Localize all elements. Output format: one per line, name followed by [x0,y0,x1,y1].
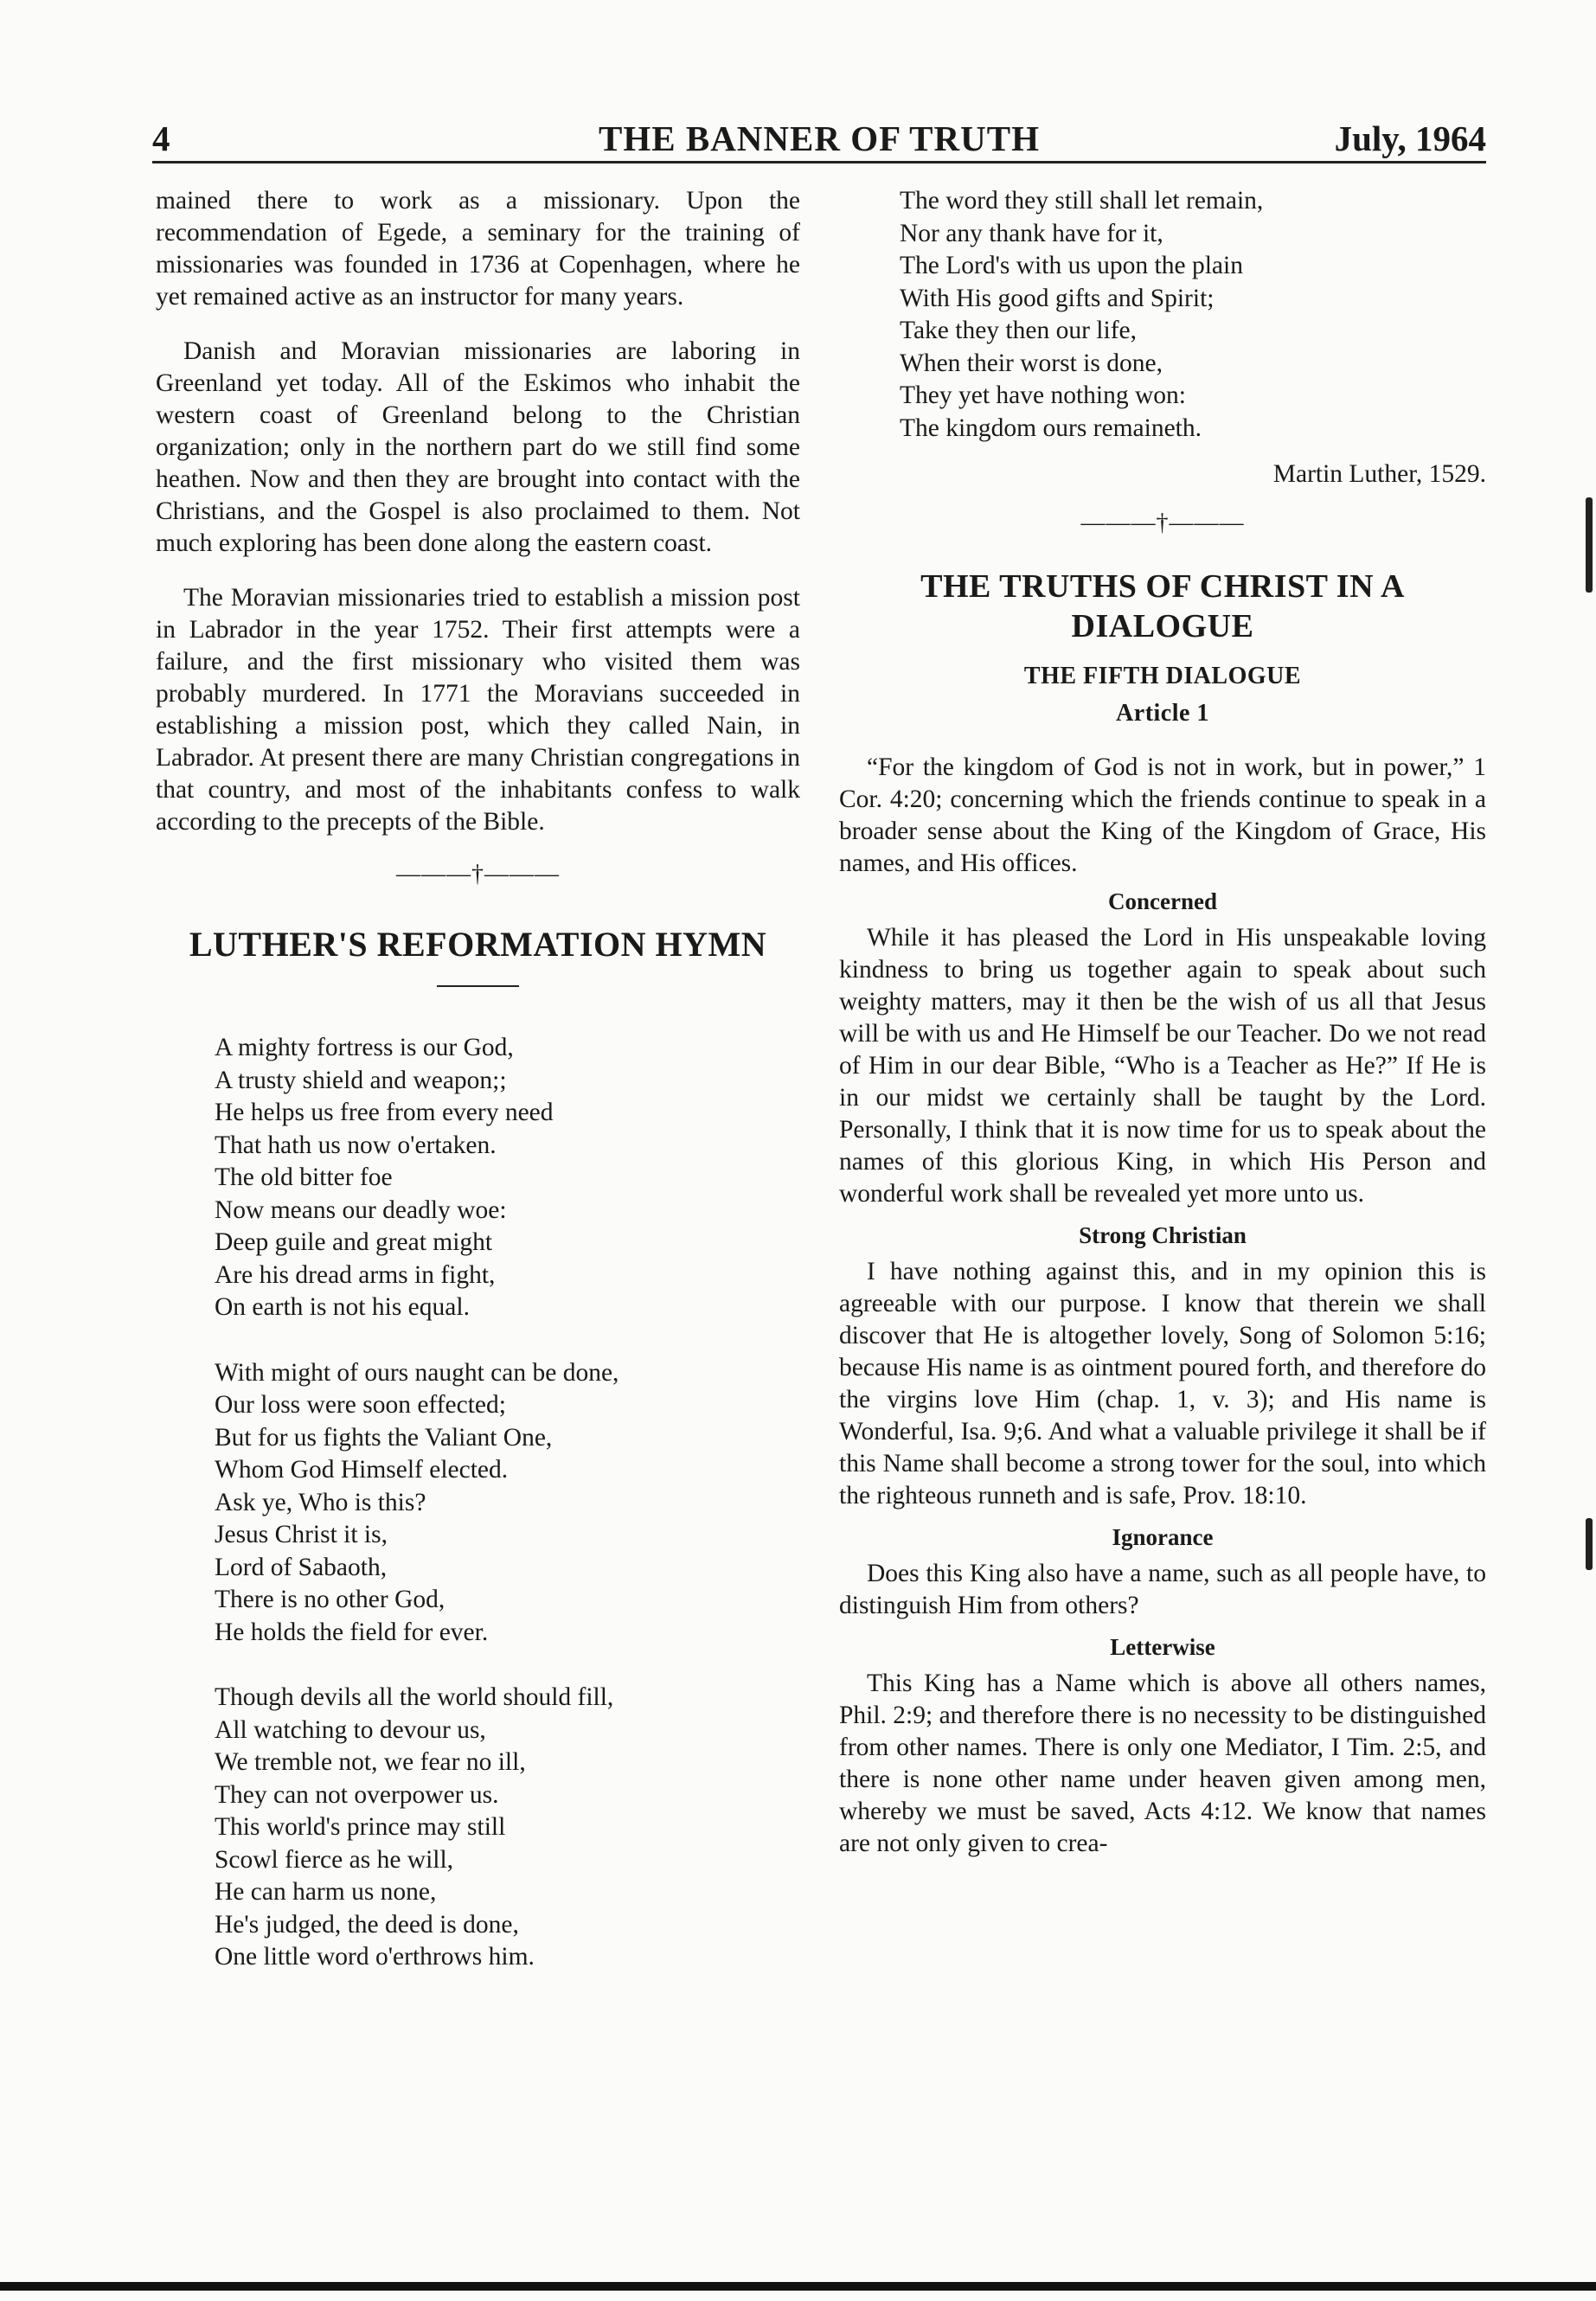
verse-line: With might of ours naught can be done, [215,1358,619,1387]
verse-line: Our loss were soon effected; [215,1391,506,1419]
verse-line: Are his dread arms in fight, [215,1260,496,1289]
verse-line: Jesus Christ it is, [215,1521,388,1548]
verse-line: They yet have nothing won: [900,381,1186,409]
verse-line: He helps us free from every need [215,1099,554,1126]
verse-line: The kingdom ours remaineth. [900,413,1202,442]
verse-line: Scowl fierce as he will, [215,1845,454,1874]
verse-line: He holds the field for ever. [215,1618,489,1646]
verse-line: The old bitter foe [215,1163,393,1191]
hymn-stanza [215,1357,800,1650]
hymn-stanza [215,1682,800,1974]
verse-line: They can not overpower us. [215,1780,499,1809]
speaker-name: Strong Christian [1079,1222,1247,1248]
verse-line: The word they still shall let remain, [900,187,1264,215]
paragraph: mained there to work as a missionary. Upon the recommendation of Egede, a seminary for the training of missionaries was founded in 1736 at Copenhagen, where he yet remained active as an instructor for many years. [156,187,800,311]
verse-line: One little word o'erthrows him. [215,1943,535,1971]
verse-line: Take they then our life, [900,317,1137,344]
verse-line: The Lord's with us upon the plain [900,252,1243,279]
speech-paragraph: This King has a Name which is above all others names, Phil. 2:9; and therefore there is no necessity to be distinguished from other names. There is only one Mediator, I Tim. 2:5, and there is none other name under heaven given among men, whereby we must be saved, Acts 4:12. We know that names are not only given to crea- [839,1670,1487,1857]
speech-paragraph: I have nothing against this, and in my opinion this is agreeable with our purpose. I know that therein we shall discover that He is altogether lovely, Song of Solomon 5:16; because His name is as ointment poured forth, and therefore do the virgins love Him (chap. 1, v. 3); and His name is Wonderful, Isa. 9;6. And what a valuable privilege it shall be if this Name shall become a strong tower for the soul, into which the righteous runneth and is safe, Prov. 18:10. [839,1258,1486,1509]
article-title: THE TRUTHS OF CHRIST IN A DIALOGUE [920,568,1405,644]
hymn-stanza [215,1032,800,1324]
verse-line: All watching to devour us, [215,1715,486,1744]
running-header [152,112,1486,163]
scan-bottom-edge [0,2282,1596,2291]
scan-margin-mark [1586,1518,1593,1570]
article-label: Article 1 [1116,700,1209,727]
speech-paragraph: Does this King also have a name, such as all people have, to distinguish Him from others? [839,1560,1486,1619]
intro-paragraph: “For the kingdom of God is not in work, but in power,” 1 Cor. 4:20; concerning which the friends continue to speak in a broader sense about the King of the Kingdom of Grace, His names, and His offices. [839,753,1486,877]
paragraph: Danish and Moravian missionaries are laboring in Greenland yet today. All of the Eskimos who inhabit the western coast of Greenland belong to the Christian organization; only in the northern part do we still find some heathen. Now and then they are brought into contact with the Christians, and the Gospel is also proclaimed to them. Not much exploring has been done along the eastern coast. [156,337,800,557]
verse-line: Whom God Himself elected. [215,1456,509,1484]
verse-line: Now means our deadly woe: [215,1195,507,1224]
verse-line: A mighty fortress is our God, [215,1034,514,1061]
left-column [156,185,800,2007]
verse-line: Ask ye, Who is this? [215,1488,426,1516]
verse-line: Deep guile and great might [215,1228,493,1256]
verse-line: We tremble not, we fear no ill, [215,1748,526,1776]
article-subtitle: THE FIFTH DIALOGUE [1023,663,1302,689]
hymn-stanza [900,185,1486,445]
publication-title: THE BANNER OF TRUTH [599,119,1040,158]
section-separator: ———†——— [1080,510,1245,536]
verse-line: But for us fights the Valiant One, [215,1423,553,1452]
verse-line: Though devils all the world should fill, [215,1683,614,1711]
verse-line: Lord of Sabaoth, [215,1553,388,1581]
scan-margin-mark [1586,497,1593,593]
speaker-name: Letterwise [1110,1634,1215,1660]
title-rule [437,985,519,987]
verse-line: Nor any thank have for it, [900,219,1163,247]
verse-line: A trusty shield and weapon;; [215,1066,507,1094]
right-column [839,185,1486,1882]
verse-line: On earth is not his equal. [215,1293,470,1321]
verse-line: There is no other God, [215,1586,445,1613]
speaker-name: Concerned [1108,888,1217,914]
verse-line: When their worst is done, [900,349,1163,377]
issue-date: July, 1964 [1334,119,1486,158]
paragraph: The Moravian missionaries tried to establish a mission post in Labrador in the year 1752. Their first attempts were a failure, and the first missionary who visited them was probably murdered. In 1771 the Moravians succeeded in establishing a mission post, which they called Nain, in Labrador. At present there are many Christian congregations in that country, and most of the inhabitants confess to walk according to the precepts of the Bible. [156,584,800,836]
verse-line: He's judged, the deed is done, [215,1910,519,1939]
verse-line: He can harm us none, [215,1878,437,1906]
verse-line: This world's prince may still [215,1813,506,1841]
verse-line: That hath us now o'ertaken. [215,1131,497,1159]
speech-paragraph: While it has pleased the Lord in His unspeakable loving kindness to bring us together again to speak about such weighty matters, may it then be the wish of us all that Jesus will be with us and He Himself be our Teacher. Do we not read of Him in our dear Bible, “Who is a Teacher as He?” If He is in our midst we certainly shall be taught by the Lord. Personally, I think that it is now time for us to speak about the names of this glorious King, in which His Person and wonderful work shall be revealed yet more unto us. [839,924,1486,1208]
hymn-attribution: Martin Luther, 1529. [1272,460,1486,488]
page-number: 4 [152,119,170,158]
speaker-name: Ignorance [1112,1524,1214,1550]
hymn-title: LUTHER'S REFORMATION HYMN [189,925,767,964]
verse-line: With His good gifts and Spirit; [900,284,1215,312]
section-separator: ———†——— [396,861,560,888]
